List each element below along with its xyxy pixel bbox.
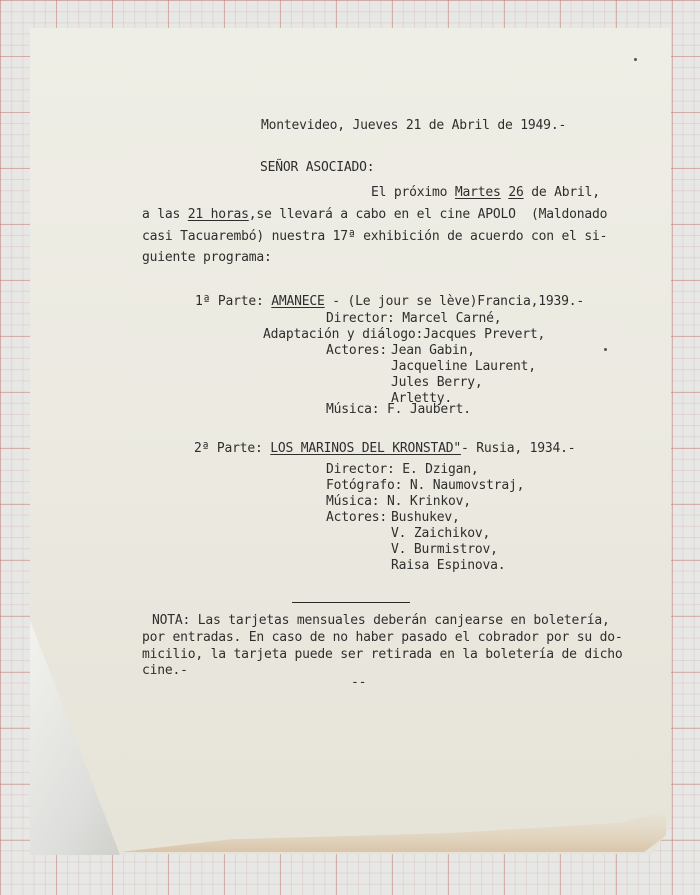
separator-line [292, 602, 410, 603]
part2-music: Música: N. Krinkov, [326, 494, 471, 509]
part2-heading: 2ª Parte: LOS MARINOS DEL KRONSTAD"- Rusia, 1934.- [194, 441, 576, 456]
part2-director: Director: E. Dzigan, [326, 462, 479, 477]
place-date: Montevideo, Jueves 21 de Abril de 1949.- [261, 118, 567, 133]
part1-adaptation: Adaptación y diálogo:Jacques Prevert, [263, 327, 546, 342]
part2-actor: Bushukev, [391, 510, 460, 525]
part1-actor: Jacqueline Laurent, [391, 359, 536, 374]
intro-line-3: casi Tacuarembó) nuestra 17ª exhibición de acuerdo con el si- [142, 229, 608, 244]
part2-actor: Raisa Espinova. [391, 558, 506, 573]
part1-actor: Arletty. [391, 391, 453, 406]
note-line-3: micilio, la tarjeta puede ser retirada en la boletería de dicho [142, 647, 623, 662]
typed-letter [30, 28, 671, 854]
part2-photographer: Fotógrafo: N. Naumovstraj, [326, 478, 525, 493]
note-line-2: por entradas. En caso de no haber pasado el cobrador por su do- [142, 630, 623, 645]
part2-actors-label: Actores: [326, 510, 388, 525]
intro-line-1: El próximo Martes 26 de Abril, [371, 185, 600, 200]
intro-hour: 21 horas [187, 207, 249, 222]
part1-music: Música: F. Jaubert. [326, 402, 471, 417]
intro-line-4: guiente programa: [142, 250, 272, 265]
part1-actor: Jean Gabin, [391, 343, 475, 358]
paper-speck [604, 348, 607, 351]
closing-mark: -- [351, 675, 367, 690]
part1-director: Director: Marcel Carné, [326, 311, 502, 326]
part1-actor: Jules Berry, [391, 375, 483, 390]
note-line-4: cine.- [142, 663, 188, 678]
part2-actor: V. Zaichikov, [391, 526, 491, 541]
part1-heading: 1ª Parte: AMANECE - (Le jour se lève)Francia,1939.- [195, 294, 584, 309]
note-line-1: NOTA: Las tarjetas mensuales deberán canjearse en boletería, [152, 613, 610, 628]
intro-date: 26 [508, 185, 524, 200]
part2-title: LOS MARINOS DEL KRONSTAD" [270, 441, 461, 456]
part1-actors-label: Actores: [326, 343, 388, 358]
intro-line-2: a las 21 horas,se llevará a cabo en el cine APOLO (Maldonado [142, 207, 608, 222]
salutation: SEÑOR ASOCIADO: [260, 160, 375, 175]
part1-title: AMANECE [271, 294, 325, 309]
note-label: NOTA: [152, 613, 191, 628]
intro-day: Martes [454, 185, 501, 200]
part2-actor: V. Burmistrov, [391, 542, 498, 557]
paper-speck [634, 58, 637, 61]
